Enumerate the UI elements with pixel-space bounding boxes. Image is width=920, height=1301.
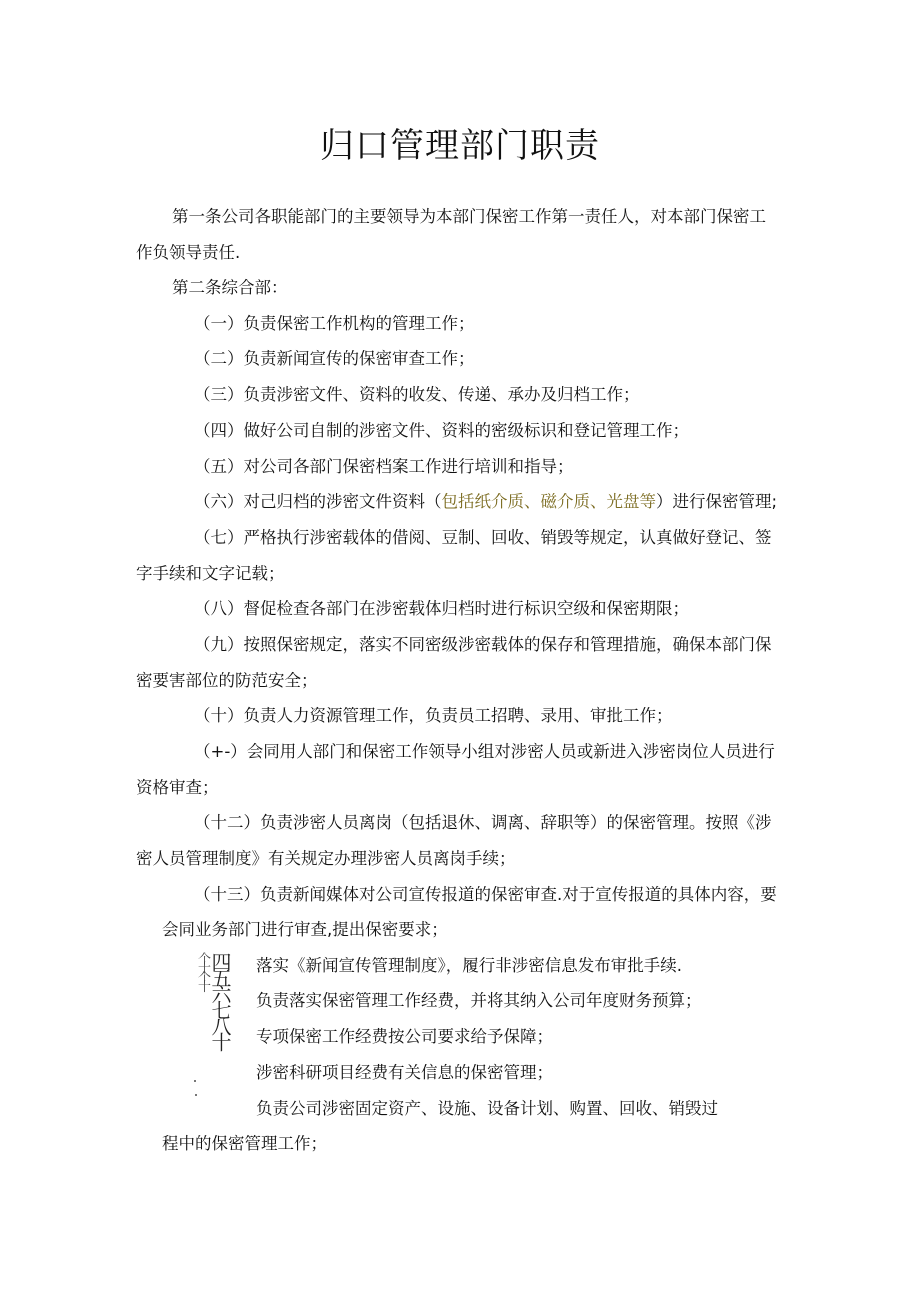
- item-12-line-1: （十二）负责涉密人员离岗（包括退休、调离、辞职等）的保密管理。按照《涉: [194, 813, 772, 832]
- item-7-line-1: （七）严格执行涉密载体的借阅、豆制、回收、销毁等规定，认真做好登记、签: [194, 528, 772, 547]
- item-18-line-2: 程中的保密管理工作；: [162, 1134, 327, 1153]
- item-9-line-1: （九）按照保密规定，落实不同密级涉密载体的保存和管理措施，确保本部门保: [194, 635, 772, 654]
- item-numbers-col-a: 个十 个十: [195, 952, 210, 989]
- item-4: （四）做好公司自制的涉密文件、资料的密级标识和登记管理工作；: [194, 421, 689, 440]
- item-8: （八）督促检查各部门在涉密载体归档时进行标识空级和保密期限；: [194, 599, 689, 618]
- item-17: 涉密科研项目经费有关信息的保密管理；: [256, 1063, 553, 1082]
- article-1-line-2: 作负领导责任.: [136, 243, 241, 262]
- scan-speck: [194, 1080, 196, 1082]
- item-13-line-2: 会同业务部门进行审查,提出保密要求；: [162, 920, 448, 939]
- item-10: （十）负责人力资源管理工作，负责员工招聘、录用、审批工作；: [194, 706, 673, 725]
- item-6-text-after: ）进行保密管理;: [656, 492, 778, 511]
- item-9-line-2: 密要害部位的防范安全；: [136, 671, 318, 690]
- scan-speck: [195, 1094, 197, 1096]
- item-3: （三）负责涉密文件、资料的收发、传递、承办及归档工作；: [194, 385, 640, 404]
- item-1: （一）负责保密工作机构的管理工作；: [194, 314, 475, 333]
- item-6-highlight: 包括纸介质、磁介质、光盘等: [441, 492, 656, 511]
- item-14: 落实《新闻宣传管理制度》，履行非涉密信息发布审批手续.: [256, 956, 682, 975]
- item-5: （五）对公司各部门保密档案工作进行培训和指导；: [194, 457, 574, 476]
- item-6: [194, 491, 777, 513]
- item-18-line-1: 负责公司涉密固定资产、设施、设备计划、购置、回收、销毁过: [256, 1099, 718, 1118]
- item-11-line-2: 资格审查；: [136, 778, 219, 797]
- item-6-text-before: （六）对己归档的涉密文件资料（: [194, 492, 442, 511]
- document-title: 归口管理部门职责: [320, 126, 600, 166]
- item-numbers-col-b: 四五六七八十: [208, 952, 232, 1048]
- item-15: 负责落实保密管理工作经费，并将其纳入公司年度财务预算；: [256, 991, 702, 1010]
- garbled-item-numbers: [192, 952, 236, 1122]
- item-12-line-2: 密人员管理制度》有关规定办理涉密人员离岗手续；: [136, 849, 516, 868]
- article-2-heading: 第二条综合部：: [172, 278, 288, 297]
- item-16: 专项保密工作经费按公司要求给予保障；: [256, 1027, 553, 1046]
- item-2: （二）负责新闻宣传的保密审查工作；: [194, 349, 475, 368]
- item-11-line-1: （+-）会同用人部门和保密工作领导小组对涉密人员或新进入涉密岗位人员进行: [194, 742, 775, 761]
- item-13-line-1: （十三）负责新闻媒体对公司宣传报道的保密审查.对于宣传报道的具体内容，要: [194, 885, 777, 904]
- article-1-line-1: 第一条公司各职能部门的主要领导为本部门保密工作第一责任人，对本部门保密工: [172, 207, 766, 226]
- item-7-line-2: 字手续和文字记载；: [136, 564, 285, 583]
